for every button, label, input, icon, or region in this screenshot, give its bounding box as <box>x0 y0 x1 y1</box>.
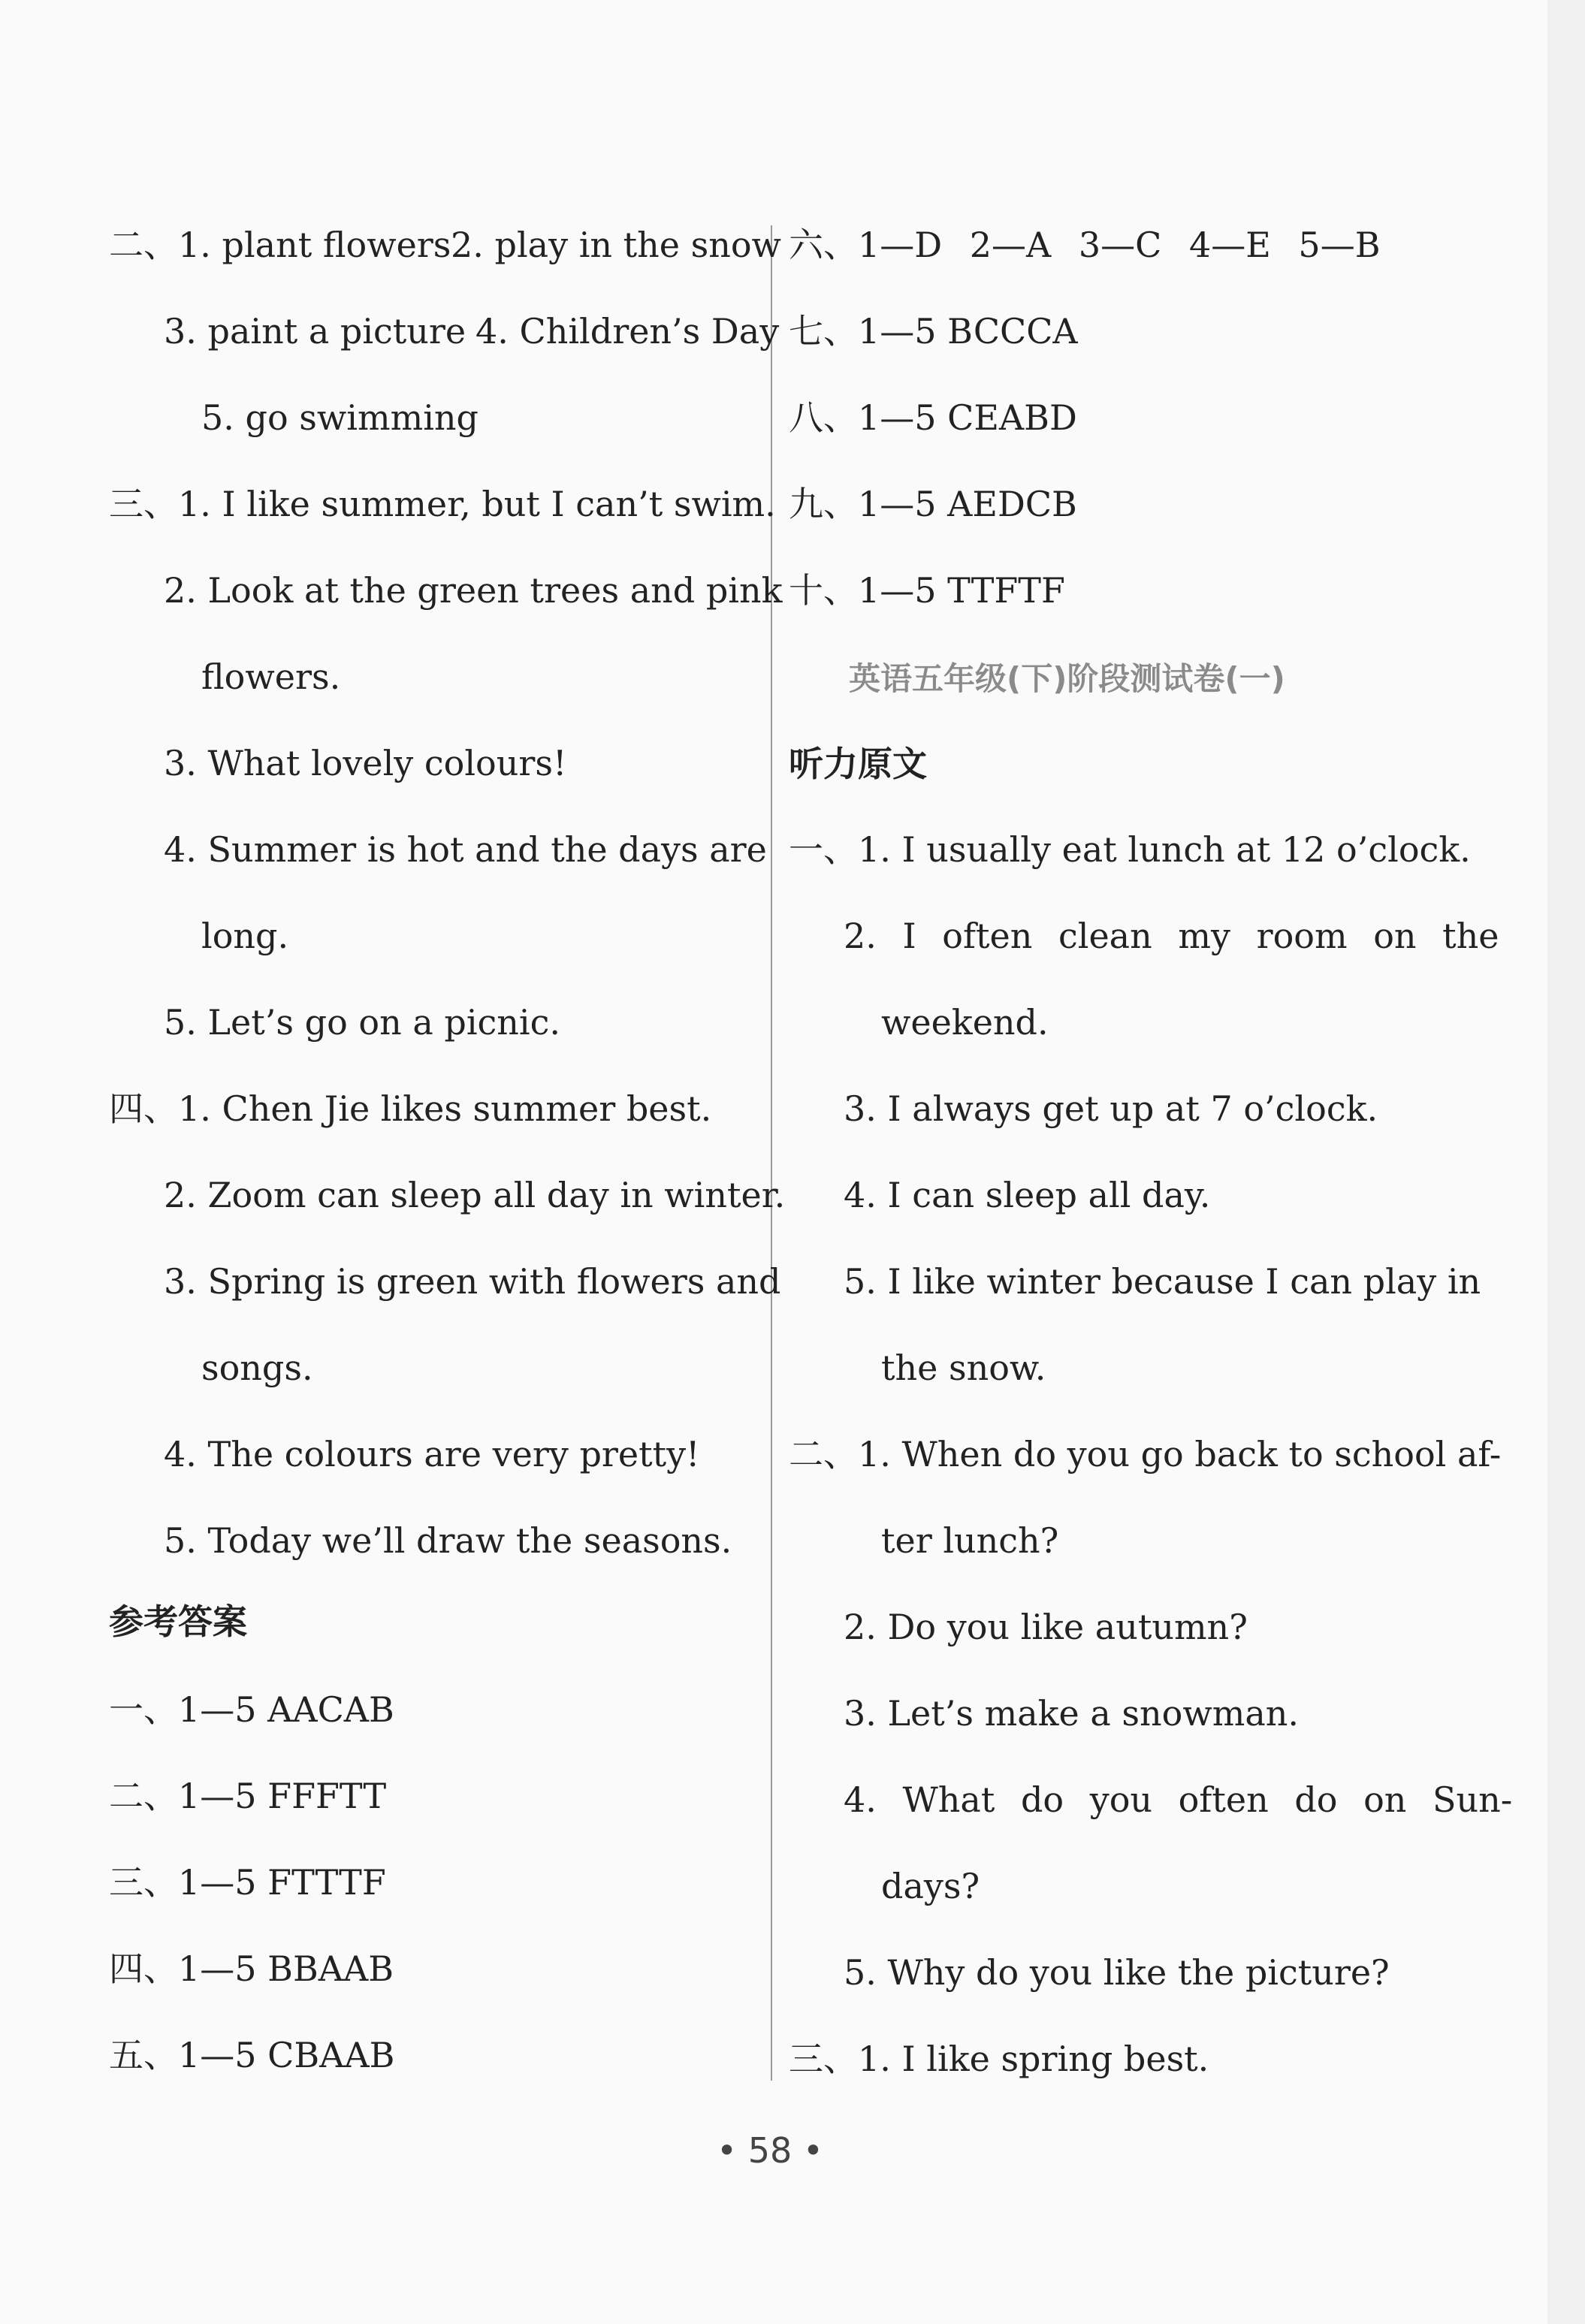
page-edge <box>1547 0 1585 2324</box>
right-part1-row4: 3. I always get up at 7 o’clock. <box>844 1088 1378 1129</box>
left-section2-row1 <box>109 223 781 267</box>
answer-key-line: 三、1—5 FTTTF <box>109 1862 386 1903</box>
right-part1-row5: 4. I can sleep all day. <box>844 1175 1211 1215</box>
left-section3-row6: long. <box>201 916 289 956</box>
answer-key-line: 六、1—D 2—A 3—C 4—E 5—B <box>789 225 1381 265</box>
answer-text: 二、1. plant flowers <box>109 225 451 265</box>
right-part2-row2: ter lunch? <box>881 1520 1059 1561</box>
left-section4-row2: 2. Zoom can sleep all day in winter. <box>164 1175 786 1215</box>
answer-key-line: 九、1—5 AEDCB <box>789 484 1077 524</box>
right-part2-row3: 2. Do you like autumn? <box>844 1607 1248 1647</box>
left-section3-row5: 4. Summer is hot and the days are <box>164 829 767 870</box>
left-section2-row2 <box>164 309 780 353</box>
left-section4-row1: 四、1. Chen Jie likes summer best. <box>109 1088 712 1129</box>
answer-text: 3. paint a picture <box>164 311 466 352</box>
left-section3-row1: 三、1. I like summer, but I can’t swim. <box>109 484 776 524</box>
answer-key-line: 十、1—5 TTFTF <box>789 570 1065 611</box>
answer-text: 2. play in the snow <box>451 225 781 265</box>
left-section4-row5: 4. The colours are very pretty! <box>164 1434 700 1474</box>
left-section2-row3: 5. go swimming <box>201 397 479 438</box>
right-part1-row7: the snow. <box>881 1348 1046 1388</box>
answer-key-line: 五、1—5 CBAAB <box>109 2035 395 2075</box>
answer-key-line: 七、1—5 BCCCA <box>789 311 1078 352</box>
page-number: • 58 • <box>716 2130 824 2171</box>
right-part2-row4: 3. Let’s make a snowman. <box>844 1693 1300 1734</box>
right-part2-row1: 二、1. When do you go back to school af- <box>789 1434 1502 1474</box>
right-part1-row3: weekend. <box>881 1002 1049 1043</box>
test-title: 英语五年级(下)阶段测试卷(一) <box>849 660 1285 697</box>
left-section4-row3: 3. Spring is green with flowers and <box>164 1261 781 1302</box>
right-part3-row1: 三、1. I like spring best. <box>789 2039 1209 2079</box>
answer-key-line: 一、1—5 AACAB <box>109 1689 394 1730</box>
answer-key-line: 二、1—5 FFFTT <box>109 1776 387 1816</box>
right-part1-row1: 一、1. I usually eat lunch at 12 o’clock. <box>789 829 1471 870</box>
left-section3-row7: 5. Let’s go on a picnic. <box>164 1002 561 1043</box>
answer-key-line: 四、1—5 BBAAB <box>109 1948 394 1989</box>
right-part1-row2: 2. I often clean my room on the <box>844 916 1499 956</box>
right-part2-row6: days? <box>881 1866 980 1906</box>
right-part2-row5: 4. What do you often do on Sun- <box>844 1779 1513 1820</box>
answers-heading: 参考答案 <box>109 1601 247 1642</box>
left-section3-row4: 3. What lovely colours! <box>164 743 567 783</box>
right-part2-row7: 5. Why do you like the picture? <box>844 1952 1390 1993</box>
answer-key-line: 八、1—5 CEABD <box>789 397 1077 438</box>
listening-heading: 听力原文 <box>789 744 927 784</box>
left-section3-row2: 2. Look at the green trees and pink <box>164 570 783 611</box>
right-part1-row6: 5. I like winter because I can play in <box>844 1261 1481 1302</box>
left-section4-row6: 5. Today we’ll draw the seasons. <box>164 1520 732 1561</box>
left-section4-row4: songs. <box>201 1348 313 1388</box>
answer-text: 4. Children’s Day <box>476 311 780 352</box>
left-section3-row3: flowers. <box>201 656 341 697</box>
